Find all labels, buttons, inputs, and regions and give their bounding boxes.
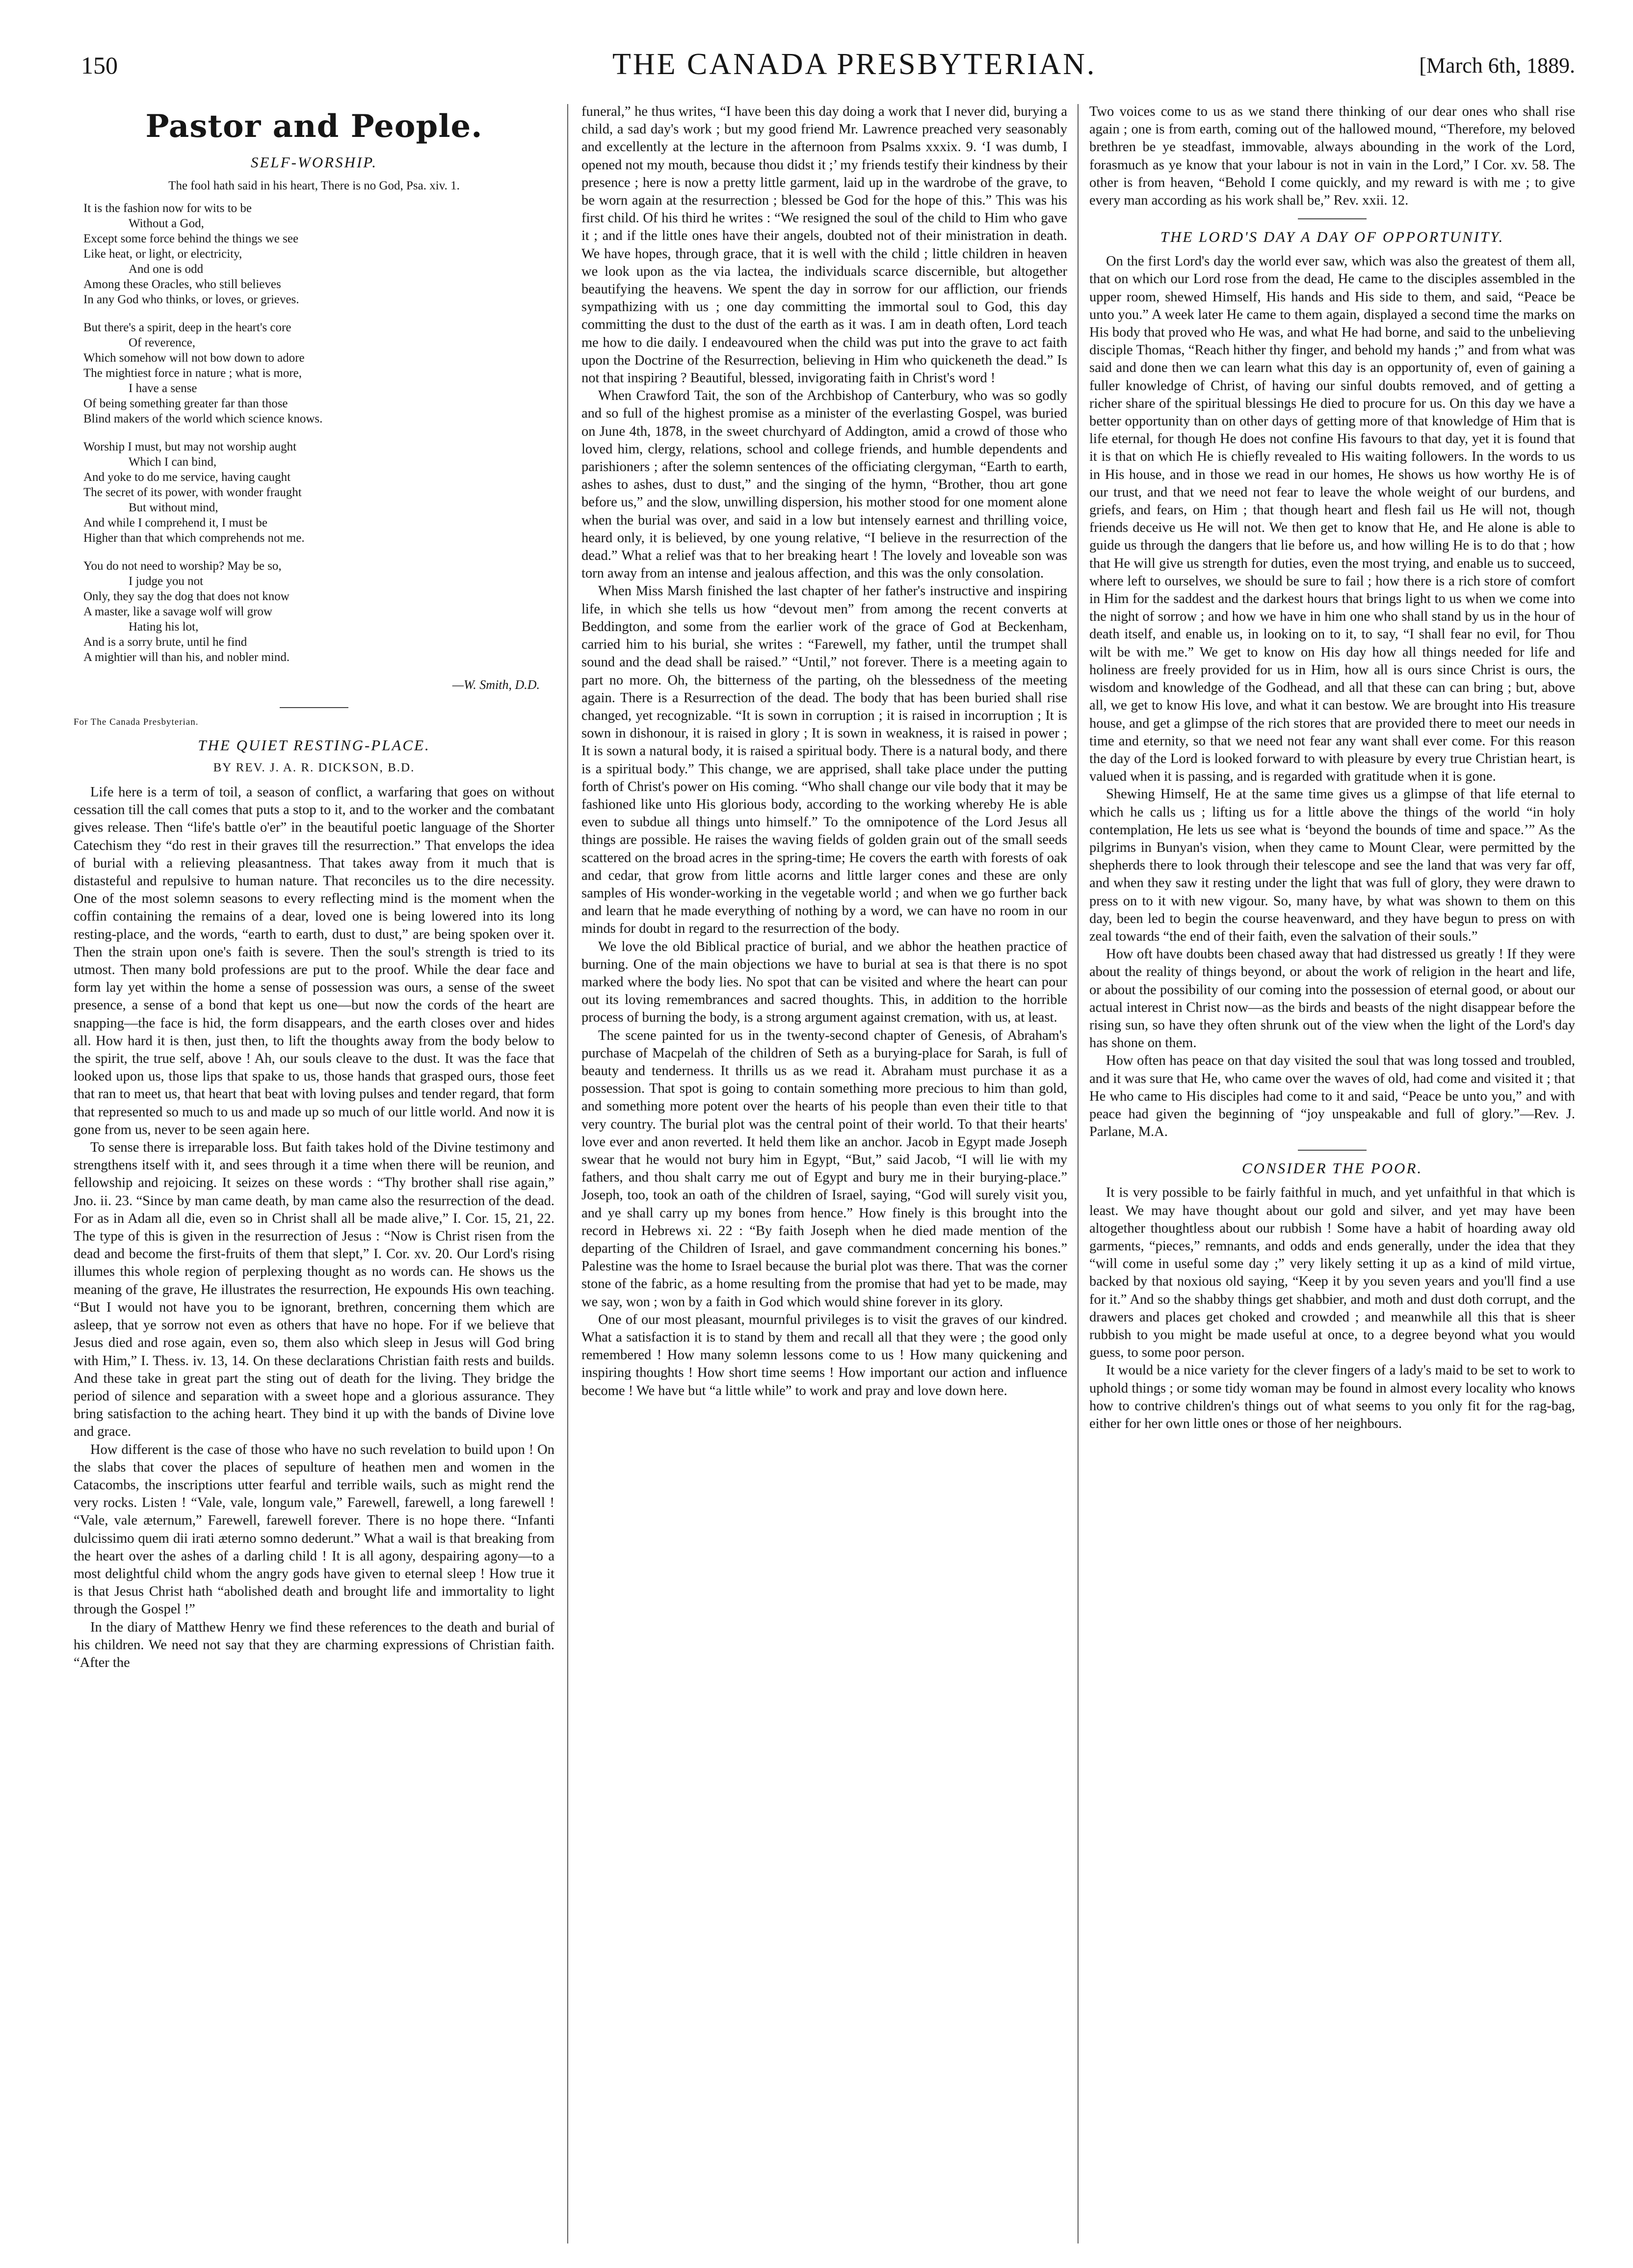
poem-line: The secret of its power, with wonder fraught: [83, 486, 302, 499]
article-paragraph: The scene painted for us in the twenty-second chapter of Genesis, of Abraham's purchase of Macpelah of the children of Seth as a burying-place for Sarah, is full of beauty and tenderness. It thrills us as we read it. Abraham must purchase it as a possession. That spot is going to contain something more precious to him than gold, and something more potent over the hearts of his people than even their title to that very country. The burial plot was the central point of their world. To that their hearts' love ever and anon reverted. It held them like an anchor. Jacob in Egypt made Joseph swear that he would not bury him in Egypt, “But,” said Jacob, “I will lie with my fathers, and thou shalt carry me out of Egypt and bury me in their burying-place.” Joseph, too, took an oath of the children of Israel, saying, “God will surely visit you, and ye shall carry up my bones from hence.” How finely is this brought into the record in Hebrews xi. 22 : “By faith Joseph when he died made mention of the departing of the Children of Israel, and gave commandment concerning his bones.” Palestine was the home to Israel because the burial plot was there. That was the corner stone of the fabric, as a home resulting from the promise that had yet to be made, may we say, won ; won by a faith in God which would shine forever in its glory.: [581, 1028, 1067, 1310]
poem-line: And yoke to do me service, having caught: [83, 471, 291, 484]
poem-line: Hating his lot,: [129, 620, 199, 633]
article-paragraph: Shewing Himself, He at the same time gives us a glimpse of that life eternal to which he calls us ; lifting us for a little above the things of the world “in holy contemplation, He lets us see what is ‘beyond the bounds of time and space.’” As the pilgrims in Bunyan's vision, when they came to Mount Clear, were permitted by the shepherds there to look through their telescope and see the land that was very far off, and when they saw it resting under the light that was full of glory, they were drawn to press on to it with new vigour. So, many have, by what was shown to them on this day, been led to begin the course heavenward, and they have begun to press on with zeal towards “the end of their faith, even the salvation of their souls.”: [1089, 787, 1575, 944]
article-title: CONSIDER THE POOR.: [1241, 1160, 1423, 1177]
issue-date: [March 6th, 1889.: [1419, 53, 1575, 78]
article-byline: BY REV. J. A. R. DICKSON, B.D.: [213, 761, 415, 774]
poem-line: Except some force behind the things we see: [83, 232, 299, 245]
poem-line: I judge you not: [129, 575, 204, 588]
poem-stanza: [83, 558, 554, 665]
poem-author: —W. Smith, D.D.: [452, 678, 540, 692]
poem-stanza: [83, 201, 554, 307]
poem-line: A mightier will than his, and nobler mind.: [83, 651, 290, 664]
column-rule-2: [1078, 104, 1079, 2243]
poem-stanza: [83, 439, 554, 546]
poem-line: Worship I must, but may not worship aught: [83, 440, 297, 453]
article-paragraph: funeral,” he thus writes, “I have been this day doing a work that I never did, burying a child, a sad day's work ; but my good friend Mr. Lawrence preached very seasonably and excellently at the lecture in the afternoon from Psalms xxxix. 9. ‘I was dumb, I opened not my mouth, because thou didst it ;’ my friends testify their kindness by their presence ; here is now a pretty little garment, laid up in the wardrobe of the grave, to be worn again at the resurrection ; blessed be God for the hope of this.” This was his first child. Of his third he writes : “We resigned the soul of the child to Him who gave it ; and if the little ones have their angels, doubted not of their ministration in death. We have hopes, through grace, that it is well with the child ; little children in heaven we look upon as the via lactea, the individuals scarce discernible, but altogether beautifying the heavens. We spent the day in sorrow for our affliction, our friends sympathizing with us ; one day committing the immortal soul to God, this day committing the dust to the dust of the earth as it was. I am in death often, Lord teach me how to die daily. I endeavoured when the child was put into the grave to act faith upon the Doctrine of the Resurrection, believing in Him who quickeneth the dead.” Is not that inspiring ? Beautiful, blessed, invigorating faith in Christ's word !: [581, 104, 1067, 386]
poem-line: I have a sense: [129, 382, 197, 395]
publication-title: THE CANADA PRESBYTERIAN.: [612, 48, 1097, 81]
column-3: [1089, 103, 1575, 2247]
poem-line: Among these Oracles, who still believes: [83, 278, 281, 291]
article-paragraph: In the diary of Matthew Henry we find these references to the death and burial of his children. We need not say that they are charming expressions of Christian faith. “After the: [74, 1619, 554, 1670]
poem-line: But there's a spirit, deep in the heart's core: [83, 321, 291, 334]
poem-line: Blind makers of the world which science knows.: [83, 412, 323, 425]
poem-line: In any God who thinks, or loves, or grieves.: [83, 293, 299, 306]
poem-line: Which somehow will not bow down to adore: [83, 351, 305, 365]
poem-line: And is a sorry brute, until he find: [83, 635, 247, 649]
article-paragraph: To sense there is irreparable loss. But faith takes hold of the Divine testimony and strengthens itself with it, and sees through it a time when there will be reunion, and fellowship and rejoicing. It seizes on these words : “Thy brother shall rise again,” Jno. ii. 23. “Since by man came death, by man came also the resurrection of the dead. For as in Adam all die, even so in Christ shall all be made alive,” I. Cor. 15, 21, 22. The type of this is given in the resurrection of Jesus : “Now is Christ risen from the dead and become the first-fruits of them that slept,” I. Cor. xv. 20. Our Lord's rising illumes this whole region of perplexing thought as no words can. He shows us the meaning of the grave, He illustrates the resurrection, He expounds His own teaching. “But I would not have you to be ignorant, brethren, concerning them which are asleep, that ye sorrow not even as others that have no hope. For if we believe that Jesus died and rose again, even so, them also which sleep in Jesus will God bring with Him,” I. Thess. iv. 13, 14. On these declarations Christian faith rests and builds. And these take in great part the sting out of death for the living. They bridge the period of silence and separation with a sweet hope and a glorious assurance. They bring satisfaction to the aching heart. They bind it up with the bands of Divine love and grace.: [74, 1140, 554, 1440]
poem-line: Only, they say the dog that does not know: [83, 590, 290, 603]
divider: [280, 707, 348, 708]
page-number: 150: [81, 52, 118, 79]
poem-line: Without a God,: [129, 217, 204, 230]
column-2: [581, 103, 1067, 2247]
article-paragraph: How oft have doubts been chased away that had distressed us greatly ! If they were about the reality of things beyond, or about the work of religion in the heart and life, or about the possibility of our coming into the possession of eternal good, or about our actual interest in Christ now—as the birds and beasts of the night disappear before the rising sun, so have they often shrunk out of the view when the light of the Lord's day has shone on them.: [1089, 947, 1575, 1051]
poem-line: Of reverence,: [129, 336, 196, 349]
article-paragraph: It is very possible to be fairly faithful in much, and yet unfaithful in that which is least. We may have thought about our gold and silver, and yet may have been altogether thoughtless about our rubbish ! Some have a habit of hoarding away old garments, “pieces,” remnants, and odds and ends generally, under the idea that they “will come in useful some day ;” very likely setting it up as a kind of mild virtue, backed by that noxious old saying, “Keep it by you seven years and you'll find a use for it.” And so the shabby things get shabbier, and moth and dust doth corrupt, and the drawers and places get choked and crowded ; and meanwhile all this that is sheer rubbish to you might be made useful at once, to a degree beyond what you would guess, to some poor person.: [1089, 1185, 1575, 1361]
poem-body: [83, 201, 554, 665]
poem-title: SELF-WORSHIP.: [251, 154, 377, 171]
divider: [1298, 1150, 1367, 1151]
article-paragraph: How different is the case of those who have no such revelation to build upon ! On the slabs that cover the places of sepulture of heathen men and women in the Catacombs, the inscriptions utter fearful and terrible wails, such as might rend the very rocks. Listen ! “Vale, vale, longum vale,” Farewell, farewell, a long farewell ! “Vale, vale æternum,” Farewell, farewell forever. There is no hope there. “Infanti dulcissimo quem dii irati æterno somno dederunt.” What a wail is that breaking from the heart over the ashes of a darling child ! It is all agony, despairing agony—to a most delightful child whom the angry gods have given to eternal sleep ! How true it is that Jesus Christ hath “abolished death and brought life and immortality to light through the Gospel !”: [74, 1442, 554, 1617]
article-paragraph: We love the old Biblical practice of burial, and we abhor the heathen practice of burning. One of the main objections we have to burial at sea is that there is no spot marked where the body lies. No spot that can be visited and where the heart can pour out its loving remembrances and sacred thoughts. This, in addition to the horrible process of burning the body, is a strong argument against cremation, with us, at least.: [581, 939, 1067, 1026]
poem-line: Which I can bind,: [129, 455, 217, 469]
article-paragraph: One of our most pleasant, mournful privileges is to visit the graves of our kindred. What a satisfaction it is to stand by them and recall all that they were ; the good only remembered ! How many solemn lessons come to us ! How many quickening and inspiring thoughts ! How short time seems ! How important our action and influence become ! We have but “a little while” to work and pray and love down here.: [581, 1312, 1067, 1398]
poem-line: Of being something greater far than those: [83, 397, 288, 410]
poem-line: You do not need to worship? May be so,: [83, 559, 282, 573]
article-title: THE QUIET RESTING-PLACE.: [198, 737, 430, 754]
poem-line: It is the fashion now for wits to be: [83, 202, 252, 215]
poem-stanza: [83, 320, 554, 426]
poem-epigraph: The fool hath said in his heart, There is no God, Psa. xiv. 1.: [168, 179, 460, 192]
article-paragraph: How often has peace on that day visited the soul that was long tossed and troubled, and it was sure that He, who came over the waves of old, had come and visited it ; that He who came to His disciples had come to it and said, “Peace be unto you,” and with peace had given the beginning of “joy unspeakable and full of glory.”—Rev. J. Parlane, M.A.: [1089, 1053, 1575, 1140]
poem-line: And one is odd: [129, 263, 204, 276]
poem-line: But without mind,: [129, 501, 218, 514]
poem-line: A master, like a savage wolf will grow: [83, 605, 273, 618]
column-rule-1: [567, 104, 568, 2243]
article-source-line: For The Canada Presbyterian.: [74, 717, 199, 727]
article-paragraph: When Miss Marsh finished the last chapter of her father's instructive and inspiring life, in which she tells us how “devout men” from among the recent converts at Beddington, and some from the earlier work of the grace of God at Beckenham, carried him to his burial, she writes : “Farewell, my father, until the trumpet shall sound and the dead shall be raised.” “Until,” not forever. There is a meeting again to part no more. Oh, the bitterness of the parting, oh the blessedness of the meeting again. There is a Resurrection of the dead. The body that has been buried shall rise changed, yet recognizable. “It is sown in corruption ; it is raised in incorruption ; It is sown in dishonour, it is raised in glory ; It is sown in weakness, it is raised in power ; It is sown a natural body, it is raised a spiritual body. There is a natural body, and there is a spiritual body.” This change, we are apprised, shall take place under the putting forth of Christ's power on His coming. “Who shall change our vile body that it may be fashioned like unto His glorious body, according to the working whereby He is able even to subdue all things unto himself.” To the omnipotence of the Lord Jesus all things are possible. He raises the waving fields of golden grain out of the small seeds scattered on the broad acres in the spring-time; He covers the earth with forests of oak and cedar, that grow from little acorns and little larger cones and these are only samples of His wonder-working in the vegetable world ; and when we go further back and learn that he made everything of nothing by a word, we can have no room in our minds for doubt in regard to the resurrection of the body.: [581, 583, 1067, 937]
article-paragraph: Life here is a term of toil, a season of conflict, a warfaring that goes on without cessation till the call comes that puts a stop to it, and to the worker and the combatant gives release. Then “life's battle o'er” in the beautiful poetic language of the Shorter Catechism they “do rest in their graves till the resurrection.” That envelops the idea of burial with a relieving pleasantness. That takes away from it much that is distasteful and repulsive to human nature. That reconciles us to the dire necessity. One of the most solemn seasons to every reflecting mind is the moment when the coffin containing the remains of a dear, loved one is being lowered into its long resting-place, and the words, “earth to earth, dust to dust,” are being spoken over it. Then the strain upon one's faith is severe. Then the soul's strength is tried to its utmost. Then many bold professions are put to the proof. While the dear face and form lay yet within the home a sense of possession was ours, a sense of the sweet presence, a sense of a bond that kept us one—but now the cords of the heart are snapping—the face is hid, the form disappears, and the earth closes over and hides all. How hard it is then, just then, to lift the thoughts away from the body below to the spirit, the true self, above ! Ah, our souls cleave to the dust. It was the face that looked upon us, those lips that spake to us, those hands that grasped ours, those feet that ran to meet us, that heart that beat with loving pulses and tender regard, that form that represented so much to us and made up so much of our little world. And now it is gone from us, never to be seen again here.: [74, 785, 554, 1137]
article-paragraph: Two voices come to us as we stand there thinking of our dear ones who shall rise again ; one is from earth, coming out of the hallowed mound, “Therefore, my beloved brethren be ye steadfast, immovable, always abounding in the work of the Lord, forasmuch as ye know that your labour is not in vain in the Lord,” I Cor. xv. 58. The other is from heaven, “Behold I come quickly, and my reward is with me ; to give every man according as his work shall be,” Rev. xxii. 12.: [1089, 104, 1575, 209]
poem-line: Like heat, or light, or electricity,: [83, 247, 242, 261]
poem-line: The mightiest force in nature ; what is more,: [83, 367, 302, 380]
article-paragraph: When Crawford Tait, the son of the Archbishop of Canterbury, who was so godly and so full of the highest promise as a minister of the everlasting Gospel, was buried on June 4th, 1878, in the sweet churchyard of Addington, amid a crowd of those who loved him, clergy, relations, school and college friends, and humble dependents and parishioners ; after the solemn sentences of the officiating clergyman, “Earth to earth, ashes to ashes, dust to dust,” and the singing of the hymn, “Brother, thou art gone before us,” and the slow, unwilling dispersion, his mother stood for one moment alone when the burial was over, and said in a low but intensely earnest and thrilling voice, heard only, it is believed, by one young relative, “I believe in the resurrection of the dead.” What a relief was that to her breaking heart ! The lovely and loveable son was torn away from an intense and jealous affection, and this was the only consolation.: [581, 388, 1067, 581]
masthead: [0, 0, 1633, 93]
poem-line: Higher than that which comprehends not me.: [83, 531, 305, 545]
poem-line: And while I comprehend it, I must be: [83, 516, 267, 529]
article-paragraph: On the first Lord's day the world ever saw, which was also the greatest of them all, that on which our Lord rose from the dead, He came to the disciples assembled in the upper room, shewed Himself, His hands and His side to them, and said, “Peace be unto you.” A week later He came to them again, displayed a second time the marks on His body that proved who He was, and what He had borne, and said to the unbelieving disciple Thomas, “Reach hither thy finger, and behold my hands ;” and from what was said and done then we can learn what this day is an opportunity of, even of gaining a fuller knowledge of Christ, of having our sinful doubts removed, and of getting a richer share of the spiritual blessings He died to procure for us. On this day we have a better opportunity than on other days of getting more of that knowledge of Him that is life eternal, for though He does not confine His favours to that day, yet it is found that it is that on which He is chiefly revealed to His waiting followers. In the words to us in His house, and in those we read in our homes, He shows us how worthy He is of our trust, and that we need not fear to leave the whole weight of our burdens, and griefs, and fears, on Him ; that though heart and flesh fail us He will not, though friends deceive us He will not. We then get to know that He, and He alone is able to guide us through the dangers that lie before us, and how willing He is to do that ; how that He will give us strength for duties, even the most trying, and enable us to succeed, where left to ourselves, we should be sure to fail ; how there is a rich store of comfort in Him for the saddest and the darkest hours that brings light to us when we come into the night of sorrow ; and how we have in him one who shall stand by us in the hour of death itself, and enable us, in looking on to it, to say, “I shall fear no evil, for Thou wilt be with me.” We get to know on His day how all things needed for life and holiness are freely provided for us in Him, how all is ours since Christ is ours, the wisdom and knowledge of the Godhead, and all that these can can bring ; but, above all, we get to know His love, and what it can bestow. We are brought into His treasure house, and get a glimpse of the rich stores that are provided there to meet our needs in time and eternity, so that we need not fear any want shall ever come. For this reason the day of the Lord is looked forward to with pleasure by every true Christian heart, is valued when it is passing, and is regarded with gratitude when it is gone.: [1089, 254, 1575, 785]
divider: [1298, 218, 1367, 219]
column-1: [74, 103, 554, 2247]
article-title: THE LORD'S DAY A DAY OF OPPORTUNITY.: [1160, 228, 1504, 246]
article-paragraph: It would be a nice variety for the clever fingers of a lady's maid to be set to work to uphold things ; or some tidy woman may be found in almost every locality who knows how to contrive children's things out of what seems to you only fit for the rag-bag, either for her own little ones or those of her neighbours.: [1089, 1363, 1575, 1432]
department-heading: Pastor and People.: [145, 108, 483, 145]
